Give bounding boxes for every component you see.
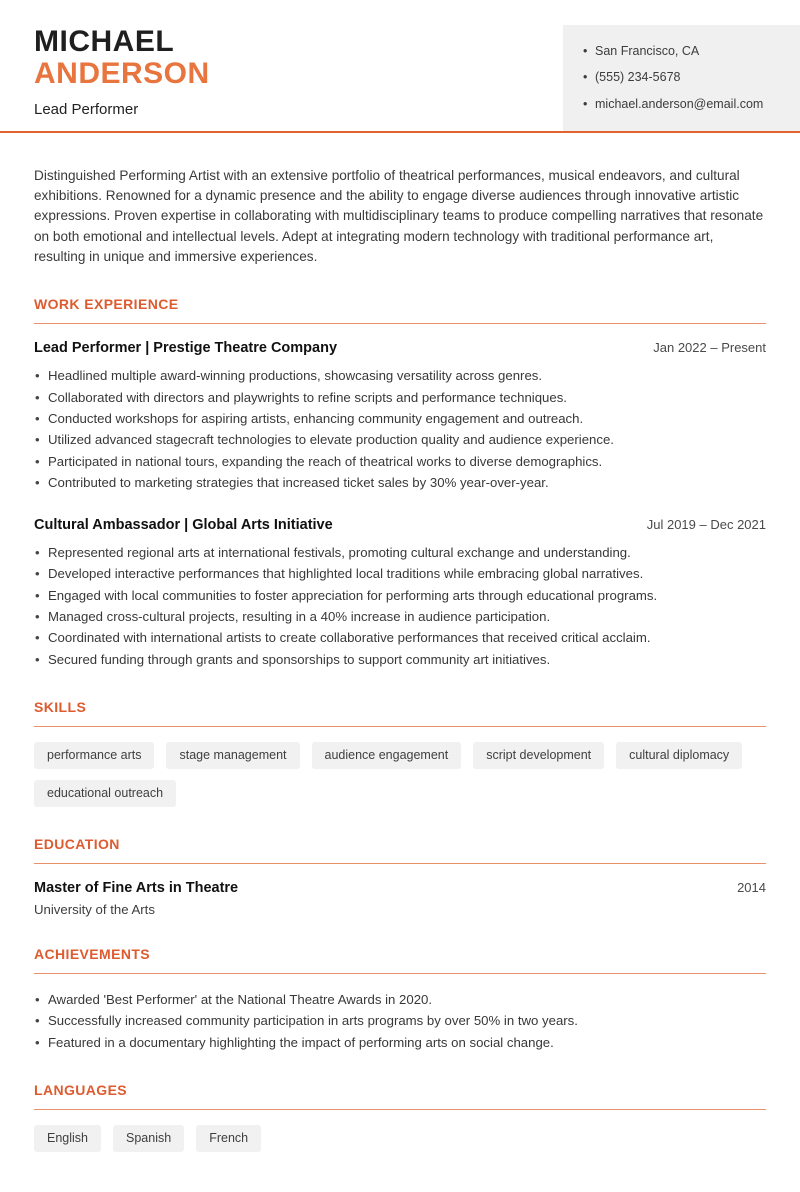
section-divider [34,323,766,324]
education-entry [34,880,766,896]
job-bullet: • Participated in national tours, expanding the reach of theatrical works to diverse demographics. [34,451,766,472]
section-title-education: EDUCATION [34,835,120,852]
job-dates: Jul 2019 – Dec 2021 [646,517,766,533]
section-title-languages: LANGUAGES [34,1081,128,1098]
job-title: Lead Performer | Prestige Theatre Company [34,340,338,357]
first-name: MICHAEL [34,25,175,58]
education-school: University of the Arts [34,901,155,917]
resume-body [0,166,800,1192]
section-divider [34,1109,766,1110]
skill-tag: stage management [166,742,299,769]
job-bullet: • Represented regional arts at international festivals, promoting cultural exchange and understanding. [34,542,766,563]
skill-tag: cultural diplomacy [616,742,742,769]
job-bullet: • Managed cross-cultural projects, resulting in a 40% increase in audience participation. [34,606,766,627]
job-dates: Jan 2022 – Present [653,340,766,356]
achievement-bullet: • Awarded 'Best Performer' at the National Theatre Awards in 2020. [34,989,766,1010]
section-title-achievements: ACHIEVEMENTS [34,945,151,962]
skill-tag: performance arts [34,742,154,769]
section-divider [34,973,766,974]
contact-box [563,25,800,131]
section-work-experience [34,296,766,670]
section-education [34,836,766,917]
job-bullet: • Engaged with local communities to foster appreciation for performing arts through educational programs. [34,585,766,606]
section-title-work-experience: WORK EXPERIENCE [34,296,179,313]
achievement-bullet: • Successfully increased community participation in arts programs by over 50% in two years. [34,1010,766,1031]
job-header [34,517,766,533]
job-bullet: • Coordinated with international artists to create collaborative performances that received critical acclaim. [34,627,766,648]
skill-tag: audience engagement [312,742,462,769]
section-skills [34,699,766,807]
skill-tag: script development [473,742,604,769]
job-bullet: • Headlined multiple award-winning productions, showcasing versatility across genres. [34,365,766,386]
education-degree: Master of Fine Arts in Theatre [34,879,239,896]
job-header [34,340,766,356]
skill-tag: educational outreach [34,780,176,807]
contact-email: • michael.anderson@email.com [583,91,782,118]
job-title: Cultural Ambassador | Global Arts Initiative [34,517,333,534]
language-tag: English [34,1125,101,1152]
achievements-list [34,989,766,1053]
section-languages [34,1082,766,1152]
professional-summary: Distinguished Performing Artist with an extensive portfolio of theatrical performances, musical endeavors, and cultural exhibitions. Renowned for a dynamic presence and the ability to engage diverse audiences through innovative artistic expressions. Proven expertise in collaborating with multidisciplinary teams to produce compelling narratives that resonate on both emotional and intellectual levels. Adept at integrating modern technology with traditional performance art, resulting in unique and immersive experiences. [34,167,764,265]
job-bullet: • Contributed to marketing strategies that increased ticket sales by 30% year-over-year. [34,472,766,493]
section-achievements [34,946,766,1053]
job-bullet: • Secured funding through grants and sponsorships to support community art initiatives. [34,649,766,670]
last-name: ANDERSON [34,57,210,90]
resume-header [0,0,800,133]
section-title-skills: SKILLS [34,698,87,715]
section-divider [34,726,766,727]
job-bullet-list [34,542,766,670]
contact-list [583,38,782,118]
job-entry [34,517,766,670]
job-bullet: • Utilized advanced stagecraft technologies to elevate production quality and audience experience. [34,429,766,450]
contact-location: • San Francisco, CA [583,38,782,65]
job-bullet: • Collaborated with directors and playwrights to refine scripts and performance techniques. [34,387,766,408]
job-bullet: • Developed interactive performances that highlighted local traditions while embracing global narratives. [34,563,766,584]
section-divider [34,863,766,864]
education-year: 2014 [737,879,766,895]
job-entry [34,340,766,493]
full-name [34,26,210,90]
job-bullet: • Conducted workshops for aspiring artists, enhancing community engagement and outreach. [34,408,766,429]
language-tag: French [196,1125,261,1152]
languages-tag-list [34,1125,766,1152]
language-tag: Spanish [113,1125,184,1152]
achievement-bullet: • Featured in a documentary highlighting the impact of performing arts on social change. [34,1032,766,1053]
contact-phone: • (555) 234-5678 [583,65,782,92]
headline: Lead Performer [34,101,139,118]
name-block [34,26,210,118]
job-bullet-list [34,365,766,493]
skills-tag-list [34,742,766,807]
